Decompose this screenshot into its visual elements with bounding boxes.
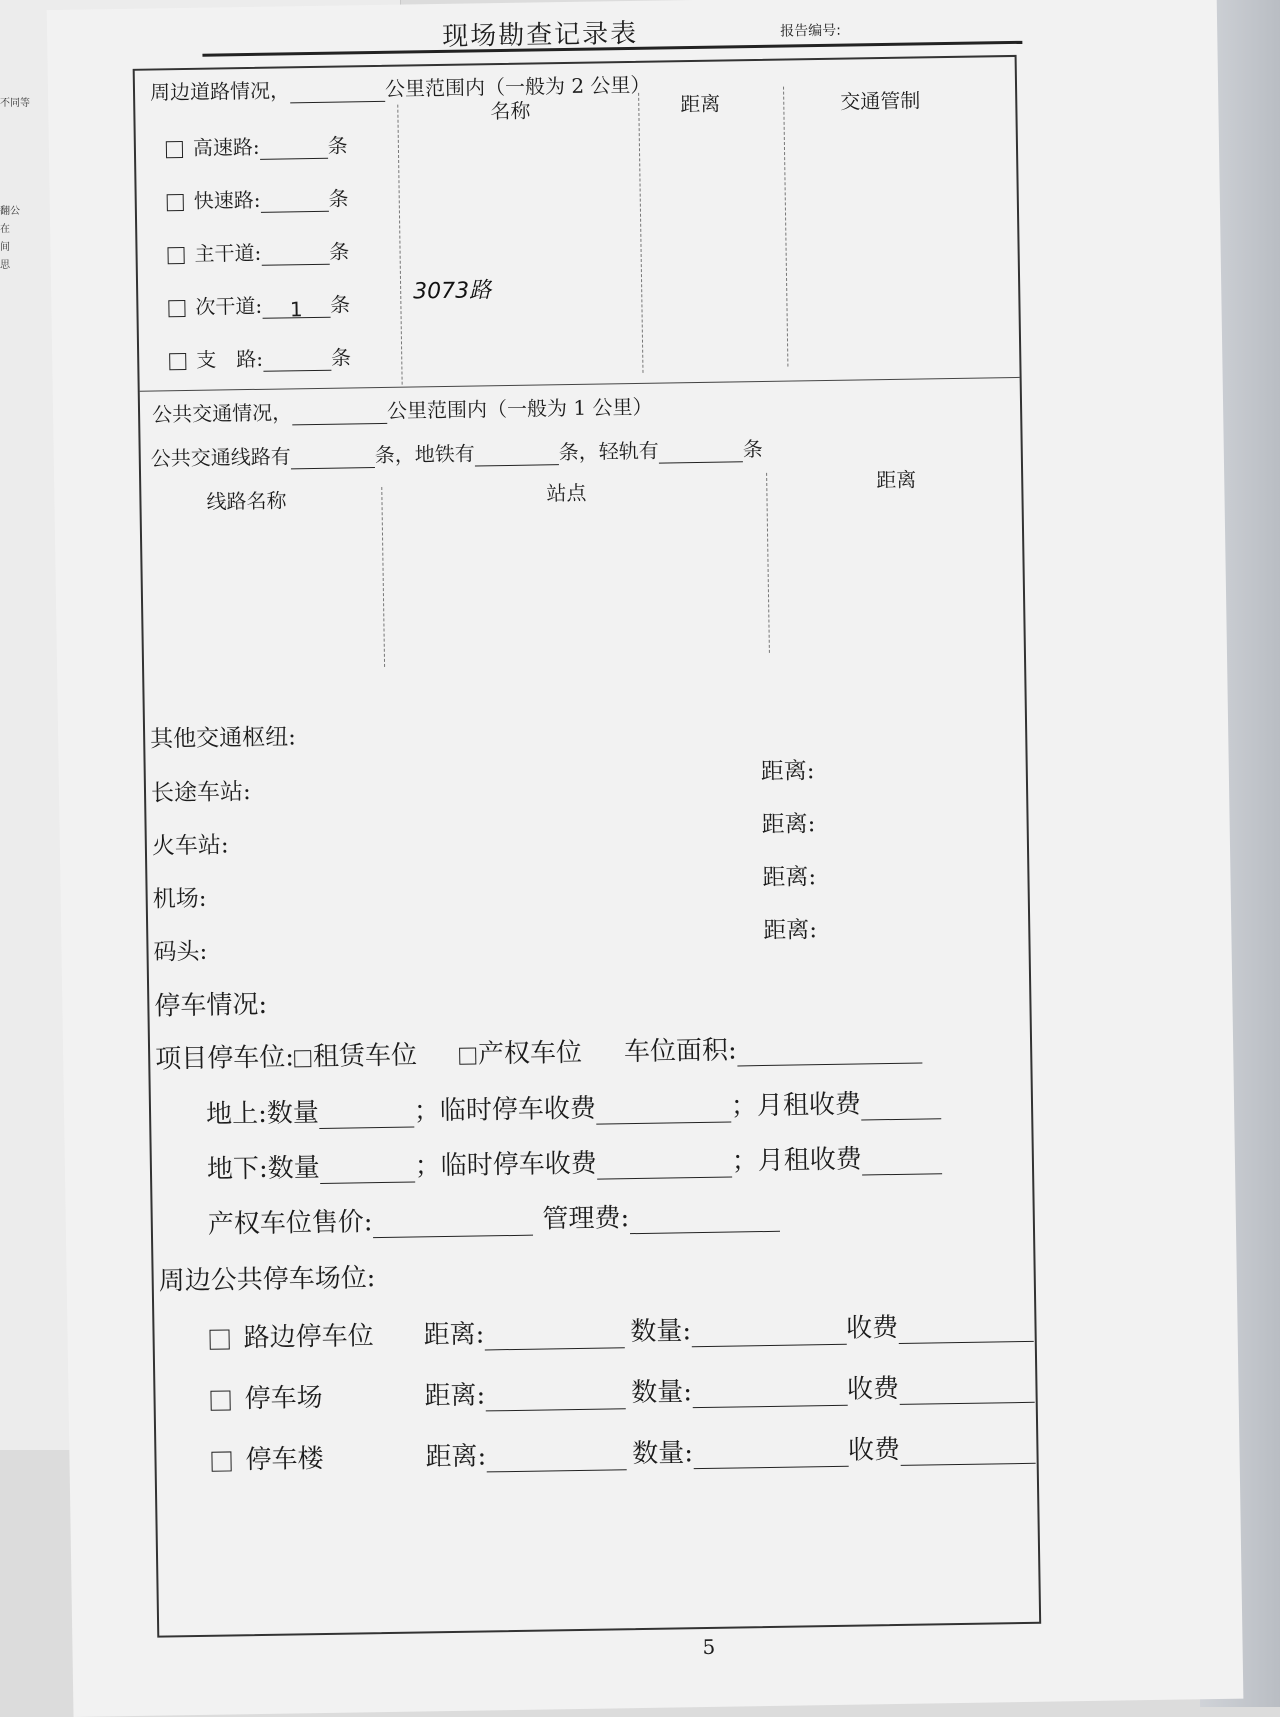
- underground-parking-row: 地下:数量 ；临时停车收费 ；月租收费: [207, 1137, 942, 1186]
- public-parking-checkbox[interactable]: [209, 1329, 229, 1349]
- public-parking-row: 停车场 距离: 数量: 收费: [210, 1366, 1034, 1416]
- section-divider: [140, 377, 1020, 392]
- hub-long-distance-label: 长途车站:: [150, 779, 251, 807]
- under-monthly-fee-field[interactable]: [862, 1153, 942, 1175]
- hubs-heading: 其他交通枢纽:: [149, 724, 297, 753]
- form-title: 现场勘查记录表: [441, 18, 639, 52]
- report-number-label: 报告编号:: [780, 22, 841, 40]
- public-parking-checkbox[interactable]: [211, 1451, 231, 1471]
- road-count-field[interactable]: [260, 191, 328, 213]
- road-type-row: 高速路: 条: [166, 129, 348, 161]
- road-col-distance: 距离: [680, 91, 721, 117]
- background-margin-text: 不同等 翻公 在 间 思: [0, 98, 30, 271]
- public-dist-field[interactable]: [485, 1388, 625, 1411]
- hub-long-distance-dist: 距离:: [760, 758, 815, 786]
- parking-heading: 停车情况:: [154, 989, 268, 1022]
- hub-train-label: 火车站:: [151, 832, 229, 860]
- road-type-checkbox[interactable]: [167, 247, 184, 264]
- road-type-checkbox[interactable]: [168, 300, 185, 317]
- public-parking-row: 路边停车位 距离: 数量: 收费: [209, 1305, 1033, 1355]
- public-parking-heading: 周边公共停车场位:: [158, 1263, 376, 1297]
- road-col-divider-2: [638, 93, 643, 373]
- road-type-row: 快速路: 条: [166, 182, 348, 214]
- hub-dock-label: 码头:: [153, 938, 208, 966]
- road-count-field[interactable]: 1: [262, 297, 330, 319]
- page-number: 5: [702, 1634, 716, 1660]
- road-range-field[interactable]: [290, 81, 385, 103]
- hub-dock-dist: 距离:: [763, 917, 818, 945]
- public-fee-field[interactable]: [900, 1443, 1035, 1466]
- road-type-row: 主干道: 条: [167, 235, 349, 267]
- road-type-row: 支 路: 条: [169, 341, 351, 373]
- transit-col-station: 站点: [546, 480, 587, 506]
- light-rail-field[interactable]: [659, 441, 743, 463]
- mgmt-fee-field[interactable]: [629, 1211, 779, 1234]
- metro-lines-field[interactable]: [475, 444, 559, 466]
- spot-area-field[interactable]: [737, 1043, 922, 1067]
- transit-col-divider-1: [381, 487, 385, 667]
- ground-qty-field[interactable]: [319, 1107, 414, 1129]
- rent-spot-checkbox[interactable]: [294, 1050, 311, 1067]
- own-spot-checkbox[interactable]: [459, 1047, 476, 1064]
- hub-airport-dist: 距离:: [762, 864, 817, 892]
- road-col-divider-3: [783, 87, 788, 367]
- ground-monthly-fee-field[interactable]: [861, 1098, 941, 1120]
- public-qty-field[interactable]: [693, 1446, 848, 1469]
- bus-lines-field[interactable]: [291, 447, 375, 469]
- hub-airport-label: 机场:: [152, 885, 207, 913]
- public-qty-field[interactable]: [692, 1385, 847, 1408]
- under-temp-fee-field[interactable]: [597, 1157, 732, 1180]
- hub-train-dist: 距离:: [761, 811, 816, 839]
- form-sheet: [47, 0, 1244, 1717]
- road-col-name: 名称: [490, 98, 531, 124]
- transit-col-line: 线路名称: [206, 488, 287, 514]
- road-type-checkbox[interactable]: [169, 353, 186, 370]
- road-type-row: 次干道: 1 条: [168, 288, 350, 320]
- road-col-divider-1: [397, 105, 402, 385]
- public-fee-field[interactable]: [898, 1321, 1033, 1344]
- road-count-field[interactable]: [263, 350, 331, 372]
- road-col-traffic: 交通管制: [840, 88, 921, 114]
- transit-range-field[interactable]: [292, 403, 387, 425]
- road-count-field[interactable]: [260, 138, 328, 160]
- spot-price-field[interactable]: [372, 1215, 532, 1239]
- spot-price-row: 产权车位售价: 管理费:: [207, 1195, 779, 1241]
- road-heading: 周边道路情况， 公里范围内（一般为 2 公里）: [149, 72, 651, 105]
- road-type-checkbox[interactable]: [167, 194, 184, 211]
- project-parking-row: 项目停车位: 租赁车位 产权车位 车位面积:: [155, 1027, 922, 1076]
- transit-heading: 公共交通情况， 公里范围内（一般为 1 公里）: [151, 394, 653, 427]
- public-qty-field[interactable]: [691, 1324, 846, 1347]
- ground-parking-row: 地上:数量 ；临时停车收费 ；月租收费: [206, 1082, 941, 1131]
- transit-col-distance: 距离: [876, 467, 917, 493]
- road-type-checkbox[interactable]: [166, 141, 183, 158]
- public-parking-row: 停车楼 距离: 数量: 收费: [211, 1427, 1035, 1477]
- form-frame: [133, 55, 1042, 1638]
- transit-lines-row: 公共交通线路有 条，地铁有 条，轻轨有 条: [150, 436, 763, 471]
- under-qty-field[interactable]: [320, 1162, 415, 1184]
- public-fee-field[interactable]: [899, 1382, 1034, 1405]
- transit-col-divider-2: [766, 473, 770, 653]
- public-dist-field[interactable]: [486, 1449, 626, 1472]
- road-count-field[interactable]: [261, 244, 329, 266]
- public-dist-field[interactable]: [484, 1327, 624, 1350]
- ground-temp-fee-field[interactable]: [596, 1102, 731, 1125]
- handwritten-road-name: 3073路: [413, 278, 492, 305]
- public-parking-checkbox[interactable]: [210, 1390, 230, 1410]
